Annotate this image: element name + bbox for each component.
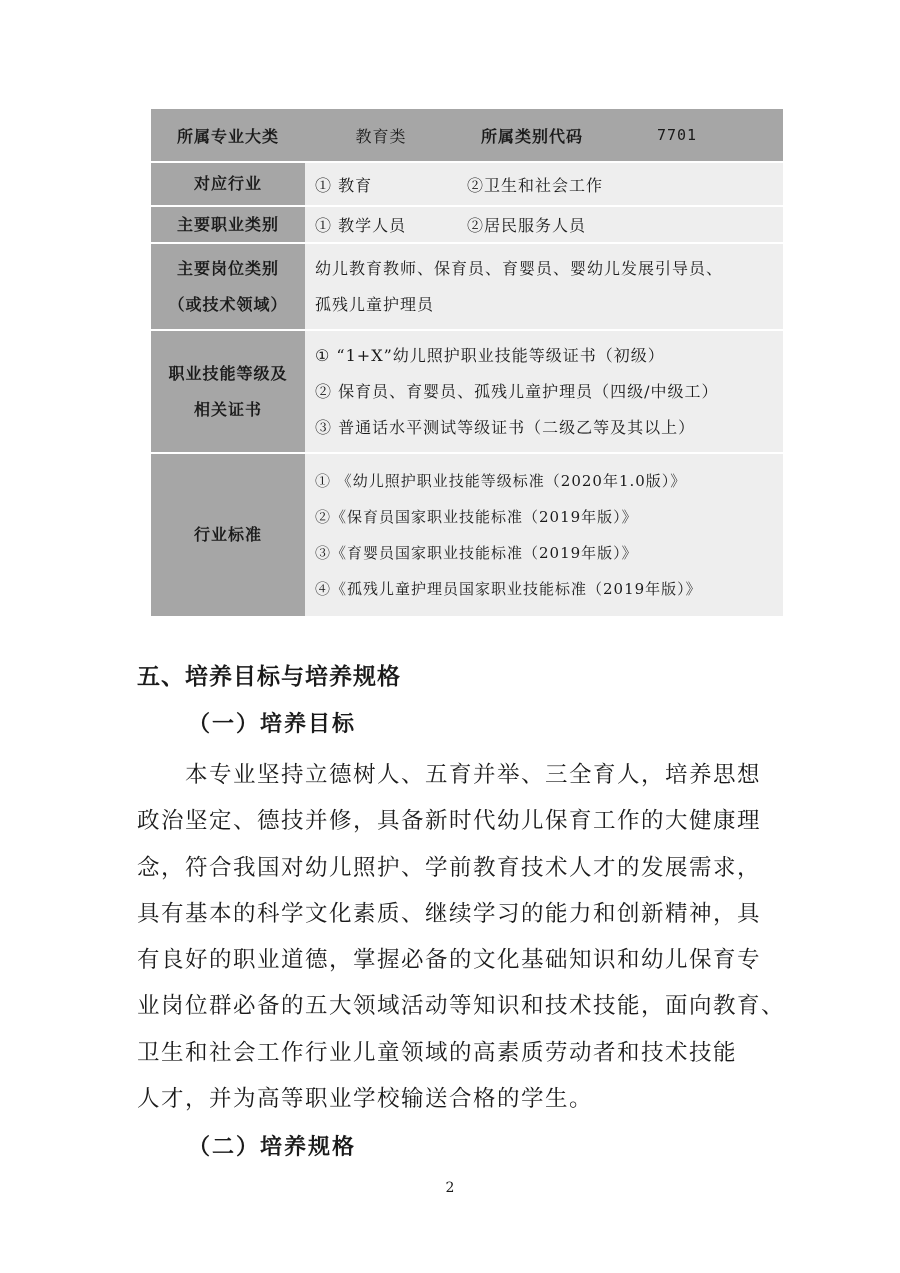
standard-line: ④《孤残儿童护理员国家职业技能标准（2019年版）》 — [315, 580, 702, 598]
major-category-label: 所属专业大类 — [176, 126, 279, 146]
subsection-heading-goals: （一）培养目标 — [188, 711, 357, 737]
section-heading: 五、培养目标与培养规格 — [137, 663, 401, 690]
post-row — [151, 244, 783, 331]
post-line: 孤残儿童护理员 — [315, 294, 435, 314]
paragraph-line: 人才，并为高等职业学校输送合格的学生。 — [137, 1086, 594, 1113]
industry-item-1: ① 教育 — [315, 175, 373, 195]
paragraph-line: 念，符合我国对幼儿照护、学前教育技术人才的发展需求， — [137, 854, 762, 881]
standards-value — [305, 454, 783, 616]
post-value — [305, 244, 783, 329]
certificate-line: ② 保育员、育婴员、孤残儿童护理员（四级/中级工） — [315, 381, 719, 401]
occupation-row — [151, 207, 783, 244]
industry-label: 对应行业 — [151, 163, 305, 205]
certificate-value — [305, 331, 783, 452]
industry-item-2: ②卫生和社会工作 — [467, 175, 604, 195]
occupation-value — [305, 207, 783, 242]
standards-label: 行业标准 — [151, 454, 305, 616]
standard-line: ②《保育员国家职业技能标准（2019年版）》 — [315, 508, 638, 526]
paragraph-line: 政治坚定、德技并修，具备新时代幼儿保育工作的大健康理 — [137, 808, 762, 835]
paragraph-line: 业岗位群必备的五大领域活动等知识和技术技能，面向教育、 — [137, 993, 786, 1020]
occupation-item-1: ① 教学人员 — [315, 216, 407, 235]
paragraph-line: 有良好的职业道德，掌握必备的文化基础知识和幼儿保育专 — [137, 947, 762, 974]
certificate-label-line-1: 职业技能等级及 — [168, 363, 288, 383]
paragraph-line: 本专业坚持立德树人、五育并举、三全育人，培养思想 — [137, 762, 762, 788]
program-info-table — [151, 109, 783, 616]
paragraph-line: 卫生和社会工作行业儿童领域的高素质劳动者和技术技能 — [137, 1039, 738, 1066]
major-category-value: 教育类 — [355, 126, 407, 146]
page-number: 2 — [445, 1180, 455, 1196]
occupation-item-2: ②居民服务人员 — [467, 216, 587, 235]
certificate-row — [151, 331, 783, 454]
certificate-line: ③ 普通话水平测试等级证书（二级乙等及其以上） — [315, 417, 696, 437]
standard-line: ① 《幼儿照护职业技能等级标准（2020年1.0版）》 — [315, 472, 687, 490]
post-label-line-1: 主要岗位类别 — [176, 258, 279, 278]
certificate-label-line-2: 相关证书 — [193, 399, 262, 419]
standards-row — [151, 454, 783, 616]
occupation-label: 主要职业类别 — [151, 207, 305, 242]
subsection-heading-specs: （二）培养规格 — [188, 1134, 357, 1160]
post-label — [151, 244, 305, 329]
post-label-line-2: （或技术领域） — [168, 294, 288, 314]
certificate-label — [151, 331, 305, 452]
post-line: 幼儿教育教师、保育员、育婴员、婴幼儿发展引导员、 — [315, 258, 724, 278]
industry-value — [305, 163, 783, 205]
certificate-line: ① “1+X”幼儿照护职业技能等级证书（初级） — [315, 345, 665, 365]
goals-paragraph — [137, 752, 797, 1122]
category-code-label: 所属类别代码 — [480, 126, 583, 146]
paragraph-line: 具有基本的科学文化素质、继续学习的能力和创新精神，具 — [137, 900, 762, 927]
category-code-value: 7701 — [656, 126, 698, 144]
industry-row — [151, 163, 783, 207]
standard-line: ③《育婴员国家职业技能标准（2019年版）》 — [315, 544, 638, 562]
table-header-row — [151, 109, 783, 163]
